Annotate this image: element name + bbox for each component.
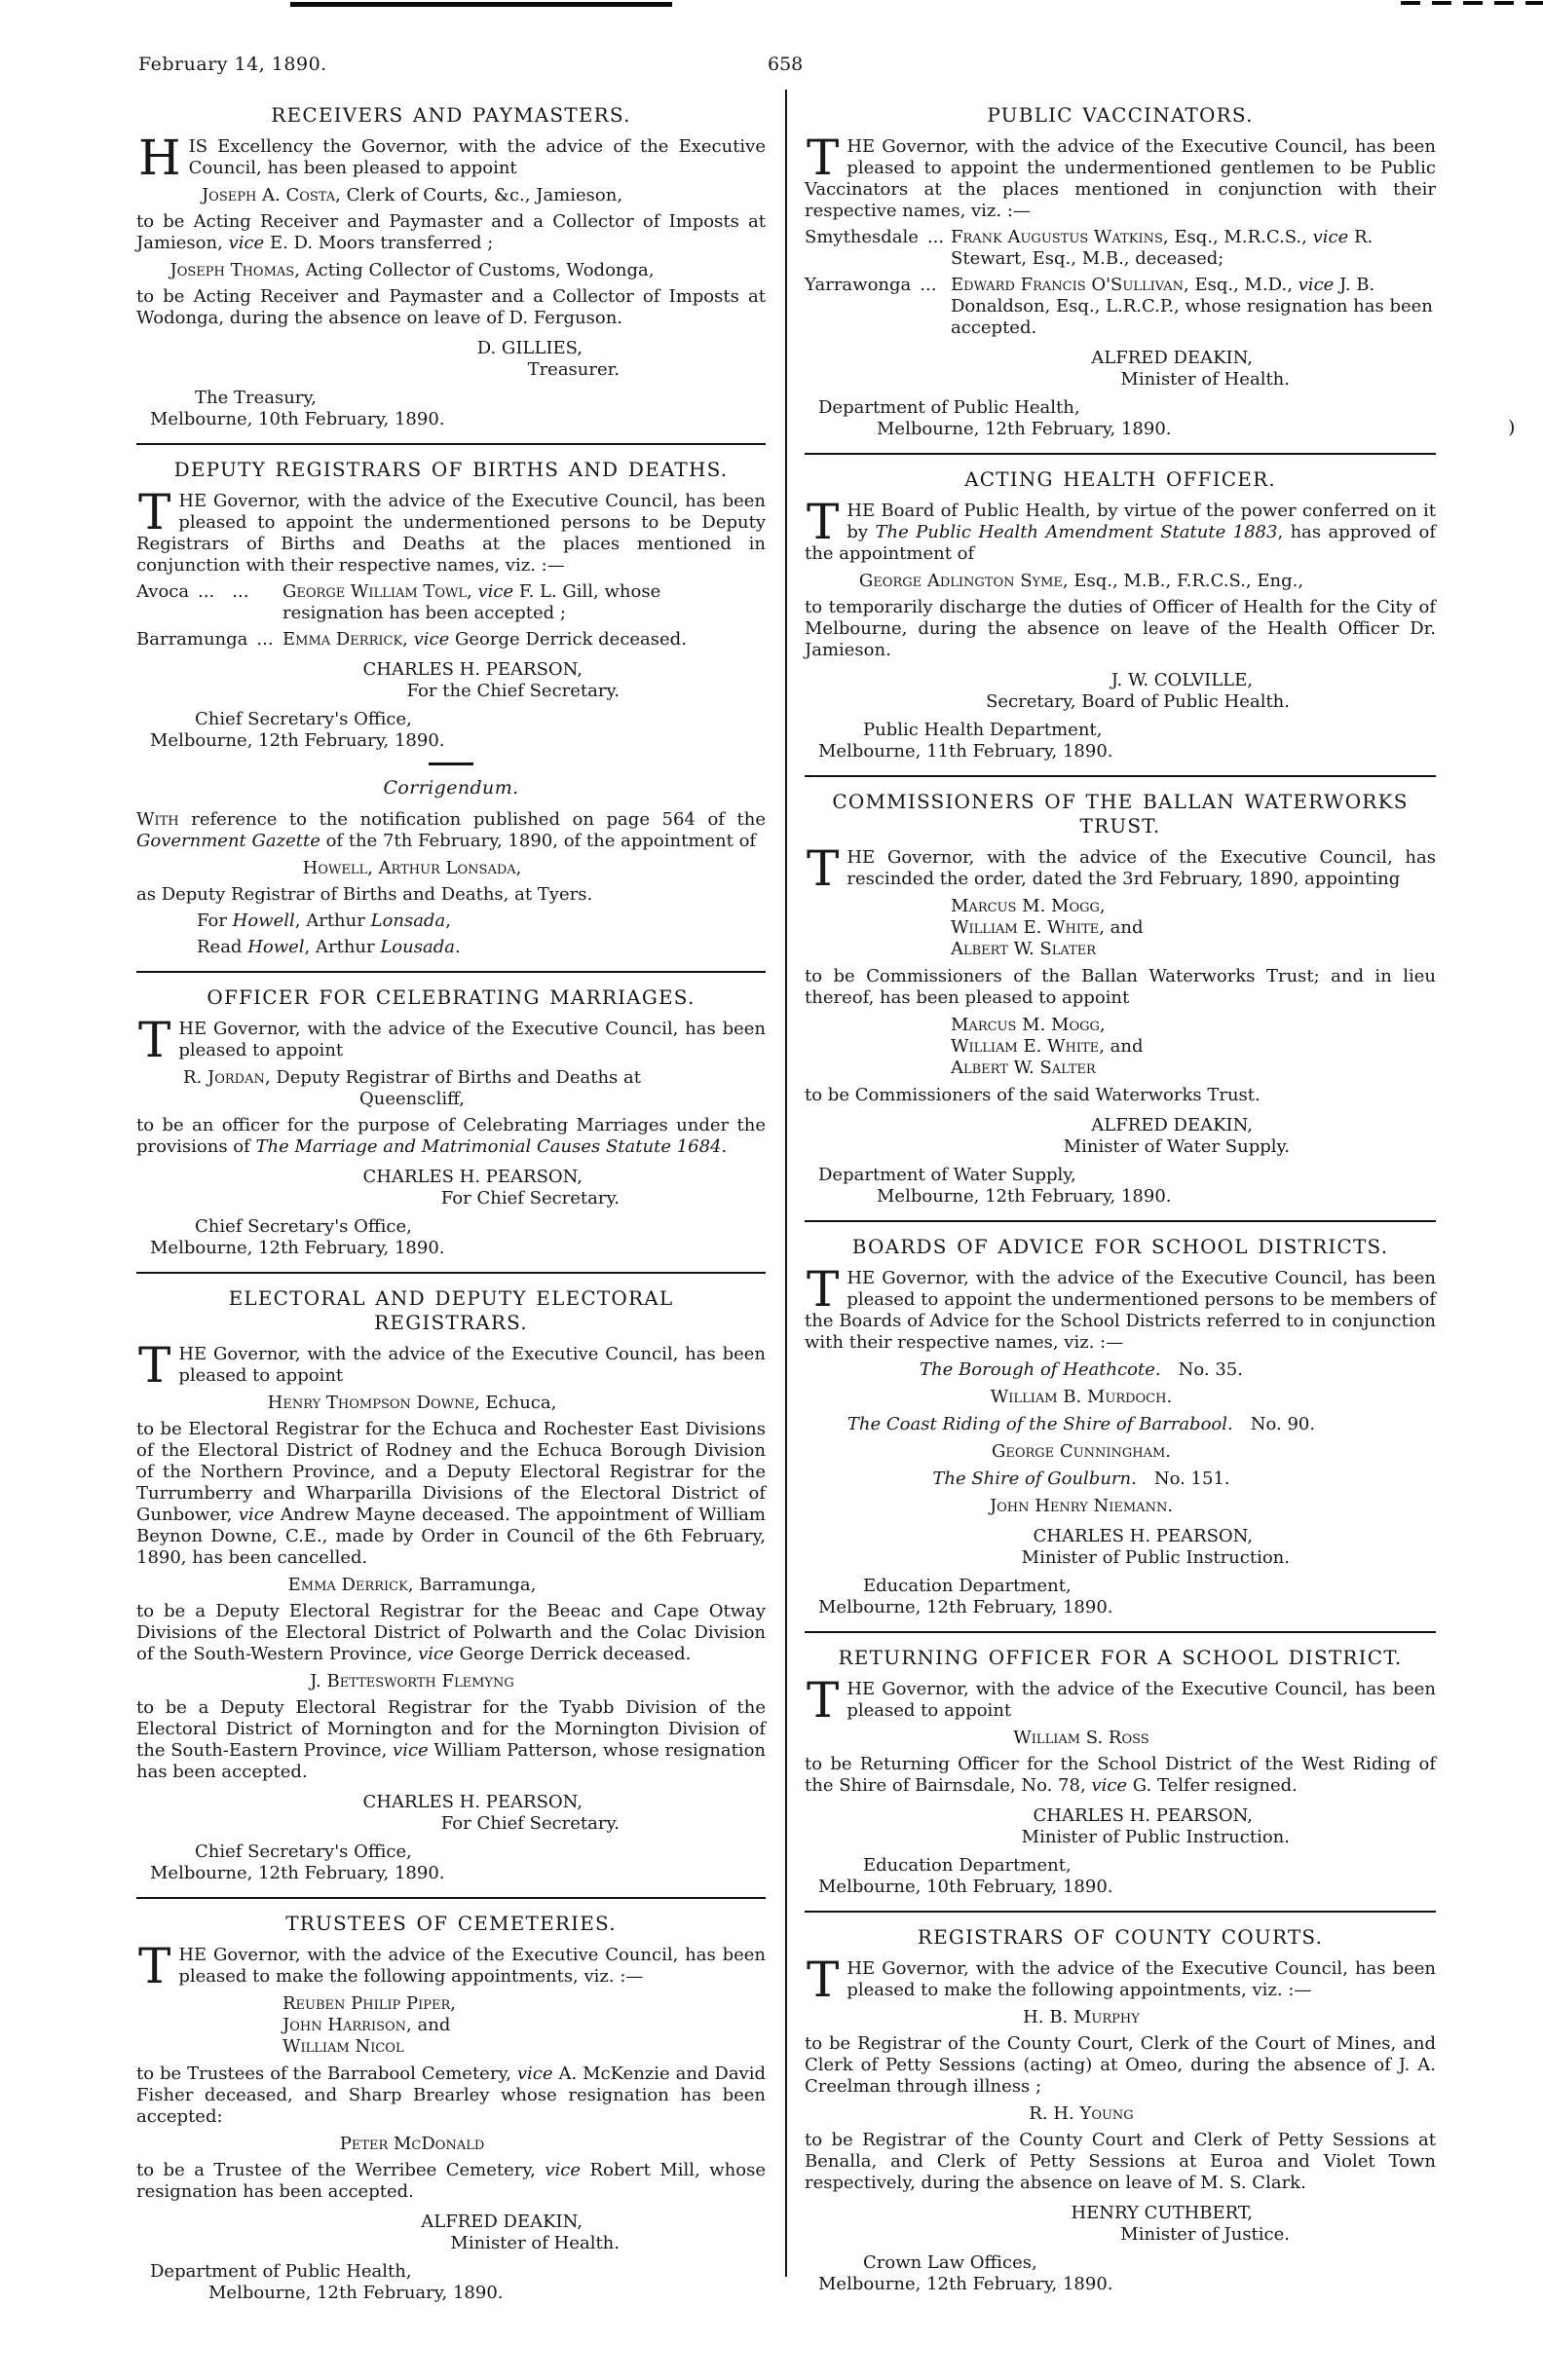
- signatory-name: ALFRED DEAKIN,: [1091, 348, 1253, 368]
- intro-text: HE Governor, with the advice of the Executive Council, has been pleased to appoint the undermentioned gentlemen to be Public Vaccinators at the places mentioned in conjunction with their respective names, viz. :—: [805, 136, 1436, 221]
- signatory-title: For Chief Secretary.: [440, 1813, 620, 1834]
- section-heading: [805, 467, 1436, 492]
- office-date-line: Melbourne, 11th February, 1890.: [818, 741, 1113, 762]
- signatory-title: Minister of Health.: [450, 2233, 620, 2253]
- office-line: Education Department,: [863, 1855, 1072, 1876]
- office-line: The Treasury,: [195, 388, 317, 408]
- office-block: [136, 388, 766, 430]
- body-paragraph: to be Commissioners of the Ballan Waterworks Trust; and in lieu thereof, has been pleased to appoint: [805, 966, 1436, 1008]
- page-date: February 14, 1890.: [138, 54, 327, 75]
- section-public-vaccinators: [805, 103, 1436, 440]
- district-member: George Cunningham.: [991, 1441, 1172, 1462]
- intro-text: HE Governor, with the advice of the Executive Council, has been pleased to appoint the undermentioned persons to be Deputy Registrars of Births and Deaths at the places mentioned in conjunction with their respective names, viz. :—: [136, 491, 766, 576]
- correction-for-line: For Howell, Arthur Lonsada,: [197, 911, 451, 931]
- office-block: [805, 1165, 1436, 1208]
- section-intro: [136, 1012, 766, 1068]
- section-heading: [805, 1235, 1436, 1259]
- place-name: Avoca ... ...: [136, 581, 249, 602]
- office-block: [136, 2261, 766, 2304]
- signatory-name: CHARLES H. PEARSON,: [362, 659, 583, 680]
- section-heading-line: REGISTRARS.: [374, 1311, 528, 1334]
- office-date-line: Melbourne, 12th February, 1890.: [150, 730, 445, 751]
- signatory-name: CHARLES H. PEARSON,: [362, 1167, 583, 1187]
- section-electoral-registrars: [136, 1286, 766, 1884]
- district-title: The Shire of Goulburn. No. 151.: [932, 1469, 1230, 1489]
- drop-cap: T: [807, 1952, 840, 2008]
- section-heading: [805, 103, 1436, 128]
- place-name: Barramunga ...: [136, 629, 274, 650]
- signatory-title: Minister of Public Instruction.: [1021, 1827, 1290, 1847]
- body-paragraph: to temporarily discharge the duties of Officer of Health for the City of Melbourne, during the absence on leave of the Health Officer Dr. Jamieson.: [805, 597, 1436, 660]
- office-block: [805, 1576, 1436, 1618]
- appointee-line: Emma Derrick, Barramunga,: [287, 1575, 537, 1595]
- section-boards-of-advice: [805, 1235, 1436, 1618]
- section-heading-line: RETURNING OFFICER FOR A SCHOOL DISTRICT.: [838, 1646, 1403, 1669]
- drop-cap: T: [807, 840, 840, 897]
- office-line: Education Department,: [863, 1576, 1072, 1596]
- appointee-line: R. H. Young: [1029, 2103, 1134, 2124]
- section-heading-line: PUBLIC VACCINATORS.: [987, 103, 1254, 127]
- office-block: [805, 720, 1436, 762]
- body-paragraph: to be a Deputy Electoral Registrar for the Tyabb Division of the Electoral District of Mornington and for the Mornington Division of the South-Eastern Province, vice William Patterson, whose resignation has been accepted.: [136, 1697, 766, 1782]
- signatory-title: Secretary, Board of Public Health.: [986, 691, 1290, 712]
- appointment-entry: [136, 581, 766, 624]
- office-date-line: Melbourne, 12th February, 1890.: [818, 2274, 1113, 2294]
- section-intro: [805, 494, 1436, 565]
- intro-text: HE Governor, with the advice of the Executive Council, has been pleased to appoint the undermentioned persons to be members of the Boards of Advice for the School Districts referred to in conjunction with their respective names, viz. :—: [805, 1268, 1436, 1353]
- body-paragraph: to be Acting Receiver and Paymaster and a Collector of Imposts at Wodonga, during the absence on leave of D. Ferguson.: [136, 286, 766, 328]
- appointee-line: Henry Thompson Downe, Echuca,: [267, 1393, 557, 1413]
- section-rule: [136, 971, 766, 973]
- body-paragraph: With reference to the notification published on page 564 of the Government Gazette of the 7th February, 1890, of the appointment of: [136, 809, 766, 851]
- office-date-line: Melbourne, 12th February, 1890.: [208, 2283, 504, 2303]
- drop-cap: H: [138, 130, 181, 186]
- section-registrars-of-county-courts: [805, 1925, 1436, 2295]
- section-returning-officer-school-district: [805, 1646, 1436, 1898]
- office-line: Chief Secretary's Office,: [195, 709, 412, 729]
- intro-text: HE Board of Public Health, by virtue of the power conferred on it by The Public Health Amendment Statute 1883, has approved of the appointment of: [805, 501, 1436, 564]
- drop-cap: T: [138, 484, 171, 540]
- signature-block: [136, 1167, 766, 1209]
- body-paragraph: as Deputy Registrar of Births and Deaths, at Tyers.: [136, 884, 593, 905]
- page-number: 658: [768, 54, 804, 75]
- signature-block: [136, 2212, 766, 2254]
- signatory-title: Treasurer.: [527, 359, 620, 380]
- section-heading-line: REGISTRARS OF COUNTY COURTS.: [917, 1925, 1324, 1949]
- drop-cap: T: [807, 130, 840, 186]
- section-intro: [805, 1672, 1436, 1729]
- appointee-line: Peter McDonald: [339, 2134, 485, 2154]
- section-intro: [805, 1952, 1436, 2008]
- signatory-title: Minister of Public Instruction.: [1021, 1547, 1290, 1568]
- drop-cap: T: [138, 1012, 171, 1068]
- appointee-name: William E. White, and: [951, 917, 1144, 938]
- body-paragraph: to be Registrar of the County Court and Clerk of Petty Sessions at Benalla, and Clerk of Petty Sessions at Euroa and Violet Town respectively, during the absence on leave of M. S. Clark.: [805, 2130, 1436, 2193]
- scan-artifact-mark: ): [1508, 417, 1516, 438]
- body-paragraph: to be Acting Receiver and Paymaster and a Collector of Imposts at Jamieson, vice E. D. Moors transferred ;: [136, 211, 766, 253]
- intro-text: HE Governor, with the advice of the Executive Council, has rescinded the order, dated the 3rd February, 1890, appointing: [847, 847, 1436, 889]
- signatory-name: J. W. COLVILLE,: [1110, 670, 1253, 690]
- appointee-name: Albert W. Salter: [951, 1058, 1096, 1078]
- office-line: Crown Law Offices,: [863, 2252, 1037, 2273]
- section-heading: [805, 1925, 1436, 1950]
- drop-cap: T: [807, 1261, 840, 1318]
- appointee-line: H. B. Murphy: [1023, 2007, 1140, 2027]
- signatory-title: For the Chief Secretary.: [406, 681, 620, 701]
- appointment-entry: [805, 227, 1436, 270]
- signature-block: [805, 670, 1436, 713]
- section-heading-line: ELECTORAL AND DEPUTY ELECTORAL: [228, 1286, 674, 1310]
- appointee-name: Marcus M. Mogg,: [951, 896, 1106, 916]
- drop-cap: T: [807, 494, 840, 550]
- signature-block: [136, 1792, 766, 1835]
- section-heading-line: TRUST.: [1079, 814, 1161, 837]
- appointee-details: George William Towl, vice F. L. Gill, whose resignation has been accepted ;: [282, 581, 661, 623]
- office-date-line: Melbourne, 12th February, 1890.: [150, 1863, 445, 1883]
- office-block: [136, 1841, 766, 1884]
- office-line: Department of Public Health,: [150, 2261, 412, 2282]
- section-rule: [805, 775, 1436, 777]
- intro-text: HE Governor, with the advice of the Executive Council, has been pleased to make the following appointments, viz. :—: [178, 1945, 766, 1987]
- section-heading-line: Corrigendum.: [383, 777, 519, 799]
- section-deputy-registrars-births-deaths: [136, 458, 766, 752]
- office-date-line: Melbourne, 12th February, 1890.: [877, 1186, 1172, 1207]
- scan-artifact-top-rule: [290, 2, 672, 7]
- body-paragraph: to be a Deputy Electoral Registrar for the Beeac and Cape Otway Divisions of the Electoral District of Polwarth and the Colac Division of the South-Western Province, vice George Derrick deceased.: [136, 1601, 766, 1664]
- appointee-line: Howell, Arthur Lonsada,: [302, 858, 522, 878]
- signatory-title: Minister of Water Supply.: [1063, 1136, 1290, 1157]
- appointment-entry: [805, 275, 1436, 339]
- office-line: Public Health Department,: [863, 720, 1103, 740]
- section-intro: [136, 1938, 766, 1994]
- appointee-name: William Nicol: [282, 2036, 404, 2057]
- section-heading-line: DEPUTY REGISTRARS OF BIRTHS AND DEATHS.: [173, 458, 729, 481]
- office-line: Chief Secretary's Office,: [195, 1216, 412, 1237]
- section-heading-line: COMMISSIONERS OF THE BALLAN WATERWORKS: [832, 790, 1409, 813]
- appointee-details: Edward Francis O'Sullivan, Esq., M.D., vice J. B. Donaldson, Esq., L.R.C.P., whose resignation has been accepted.: [951, 275, 1433, 338]
- appointee-name-list: [805, 896, 1436, 960]
- signature-block: [136, 338, 766, 381]
- appointee-name: Albert W. Slater: [951, 939, 1097, 959]
- office-date-line: Melbourne, 12th February, 1890.: [150, 1238, 445, 1258]
- section-acting-health-officer: [805, 467, 1436, 762]
- body-paragraph: to be Returning Officer for the School District of the West Riding of the Shire of Bairnsdale, No. 78, vice G. Telfer resigned.: [805, 1754, 1436, 1796]
- district-member: John Henry Niemann.: [989, 1496, 1174, 1516]
- appointee-name: Reuben Philip Piper,: [282, 1993, 456, 2014]
- section-rule: [136, 443, 766, 445]
- signatory-name: ALFRED DEAKIN,: [421, 2212, 583, 2232]
- appointee-name: John Harrison, and: [282, 2015, 451, 2035]
- section-trustees-of-cemeteries: [136, 1912, 766, 2304]
- signatory-title: For Chief Secretary.: [440, 1188, 620, 1209]
- left-column: [136, 93, 766, 2308]
- section-heading: [805, 790, 1436, 838]
- signatory-name: D. GILLIES,: [476, 338, 583, 358]
- section-heading: [136, 985, 766, 1010]
- section-intro: [805, 840, 1436, 897]
- signatory-title: Minister of Justice.: [1120, 2224, 1290, 2245]
- scan-artifact-top-dashes: [1401, 1, 1543, 5]
- appointee-name-list: [805, 1015, 1436, 1079]
- office-date-line: Melbourne, 10th February, 1890.: [818, 1877, 1113, 1897]
- appointment-entry: [136, 629, 766, 651]
- section-intro: [136, 484, 766, 576]
- section-rule: [805, 1631, 1436, 1633]
- section-heading-line: ACTING HEALTH OFFICER.: [964, 467, 1276, 491]
- body-paragraph: to be a Trustee of the Werribee Cemetery, vice Robert Mill, whose resignation has been accepted.: [136, 2160, 766, 2202]
- drop-cap: T: [138, 1938, 171, 1994]
- section-corrigendum: [136, 776, 766, 958]
- appointee-name-list: [136, 1993, 766, 2058]
- appointee-line: William S. Ross: [1013, 1728, 1149, 1748]
- intro-text: HE Governor, with the advice of the Executive Council, has been pleased to appoint: [178, 1344, 766, 1386]
- section-intro: [805, 130, 1436, 222]
- section-heading: [136, 458, 766, 482]
- appointee-name: William E. White, and: [951, 1036, 1144, 1057]
- appointee-details: Frank Augustus Watkins, Esq., M.R.C.S., vice R. Stewart, Esq., M.B., deceased;: [951, 227, 1374, 269]
- office-line: Department of Public Health,: [818, 397, 1080, 418]
- signature-block: [805, 348, 1436, 390]
- appointee-line: George Adlington Syme, Esq., M.B., F.R.C.S., Eng.,: [858, 571, 1304, 591]
- section-heading: [136, 1286, 766, 1335]
- office-block: [805, 2252, 1436, 2295]
- section-receivers-and-paymasters: [136, 103, 766, 430]
- section-intro: [136, 130, 766, 186]
- section-rule: [805, 453, 1436, 455]
- intro-text: HE Governor, with the advice of the Executive Council, has been pleased to make the following appointments, viz. :—: [847, 1958, 1436, 2000]
- signatory-name: CHARLES H. PEARSON,: [362, 1792, 583, 1812]
- appointee-line: Joseph A. Costa, Clerk of Courts, &c., Jamieson,: [201, 185, 623, 205]
- section-rule: [805, 1220, 1436, 1222]
- section-heading-line: BOARDS OF ADVICE FOR SCHOOL DISTRICTS.: [851, 1235, 1389, 1258]
- body-paragraph: to be Registrar of the County Court, Clerk of the Court of Mines, and Clerk of Petty Sessions (acting) at Omeo, during the absence of J. A. Creelman through illness ;: [805, 2033, 1436, 2097]
- office-date-line: Melbourne, 10th February, 1890.: [150, 409, 445, 429]
- drop-cap: T: [138, 1337, 171, 1394]
- appointee-line: J. Bettesworth Flemyng: [310, 1671, 514, 1692]
- signatory-name: ALFRED DEAKIN,: [1091, 1115, 1253, 1135]
- appointee-line: Joseph Thomas, Acting Collector of Customs, Wodonga,: [169, 260, 655, 280]
- section-heading-line: OFFICER FOR CELEBRATING MARRIAGES.: [207, 985, 696, 1009]
- body-paragraph: to be Commissioners of the said Waterworks Trust.: [805, 1085, 1261, 1105]
- body-paragraph: to be an officer for the purpose of Celebrating Marriages under the provisions of The Marriage and Matrimonial Causes Statute 1684.: [136, 1115, 766, 1157]
- signature-block: [805, 2203, 1436, 2246]
- place-name: Yarrawonga ...: [805, 275, 937, 295]
- section-officer-celebrating-marriages: [136, 985, 766, 1259]
- section-heading-line: RECEIVERS AND PAYMASTERS.: [271, 103, 631, 127]
- district-title: The Borough of Heathcote. No. 35.: [920, 1359, 1243, 1380]
- section-rule: [136, 1272, 766, 1274]
- appointee-details: Emma Derrick, vice George Derrick deceased.: [282, 629, 687, 650]
- section-intro: [805, 1261, 1436, 1354]
- office-date-line: Melbourne, 12th February, 1890.: [877, 419, 1172, 439]
- signatory-name: CHARLES H. PEARSON,: [1033, 1805, 1253, 1826]
- signature-block: [136, 659, 766, 702]
- drop-cap: T: [807, 1672, 840, 1729]
- office-block: [805, 397, 1436, 440]
- district-member: William B. Murdoch.: [990, 1387, 1173, 1407]
- right-column: [805, 93, 1436, 2299]
- body-paragraph: to be Trustees of the Barrabool Cemetery, vice A. McKenzie and David Fisher deceased, and Sharp Brearley whose resignation has been accepted:: [136, 2064, 766, 2127]
- appointee-name: Marcus M. Mogg,: [951, 1015, 1106, 1035]
- office-date-line: Melbourne, 12th February, 1890.: [818, 1597, 1113, 1618]
- section-intro: [136, 1337, 766, 1394]
- office-line: Chief Secretary's Office,: [195, 1841, 412, 1862]
- section-rule: [805, 1911, 1436, 1913]
- section-heading: [136, 103, 766, 128]
- body-paragraph: to be Electoral Registrar for the Echuca and Rochester East Divisions of the Electoral District of Rodney and the Echuca Borough Division of the Northern Province, and a Deputy Electoral Registrar for the Turrumberry and Wharparilla Divisions of the Electoral District of Gunbower, vice Andrew Mayne deceased. The appointment of William Beynon Downe, C.E., made by Order in Council of the 6th February, 1890, has been cancelled.: [136, 1419, 767, 1568]
- correction-read-line: Read Howel, Arthur Lousada.: [197, 937, 461, 957]
- intro-text: HE Governor, with the advice of the Executive Council, has been pleased to appoint: [847, 1679, 1436, 1721]
- column-divider: [785, 90, 787, 2277]
- section-heading: [805, 1646, 1436, 1670]
- signatory-name: CHARLES H. PEARSON,: [1033, 1526, 1253, 1546]
- signatory-name: HENRY CUTHBERT,: [1071, 2203, 1253, 2223]
- signature-block: [805, 1805, 1436, 1848]
- office-line: Department of Water Supply,: [818, 1165, 1076, 1185]
- place-name: Smythesdale ...: [805, 227, 945, 247]
- signature-block: [805, 1526, 1436, 1569]
- section-heading: [136, 776, 766, 800]
- appointee-line: R. Jordan, Deputy Registrar of Births and Deaths at Queenscliff,: [183, 1067, 641, 1109]
- office-block: [136, 1216, 766, 1259]
- office-block: [805, 1855, 1436, 1898]
- intro-text: IS Excellency the Governor, with the advice of the Executive Council, has been pleased to appoint: [188, 136, 766, 178]
- section-rule: [136, 1897, 766, 1899]
- section-heading: [136, 1912, 766, 1936]
- signatory-title: Minister of Health.: [1120, 369, 1290, 390]
- dash-divider: [429, 762, 473, 765]
- office-block: [136, 709, 766, 752]
- section-ballan-waterworks-commissioners: [805, 790, 1436, 1208]
- section-heading-line: TRUSTEES OF CEMETERIES.: [285, 1912, 617, 1935]
- district-title: The Coast Riding of the Shire of Barrabool. No. 90.: [847, 1414, 1316, 1434]
- intro-text: HE Governor, with the advice of the Executive Council, has been pleased to appoint: [178, 1019, 766, 1060]
- signature-block: [805, 1115, 1436, 1158]
